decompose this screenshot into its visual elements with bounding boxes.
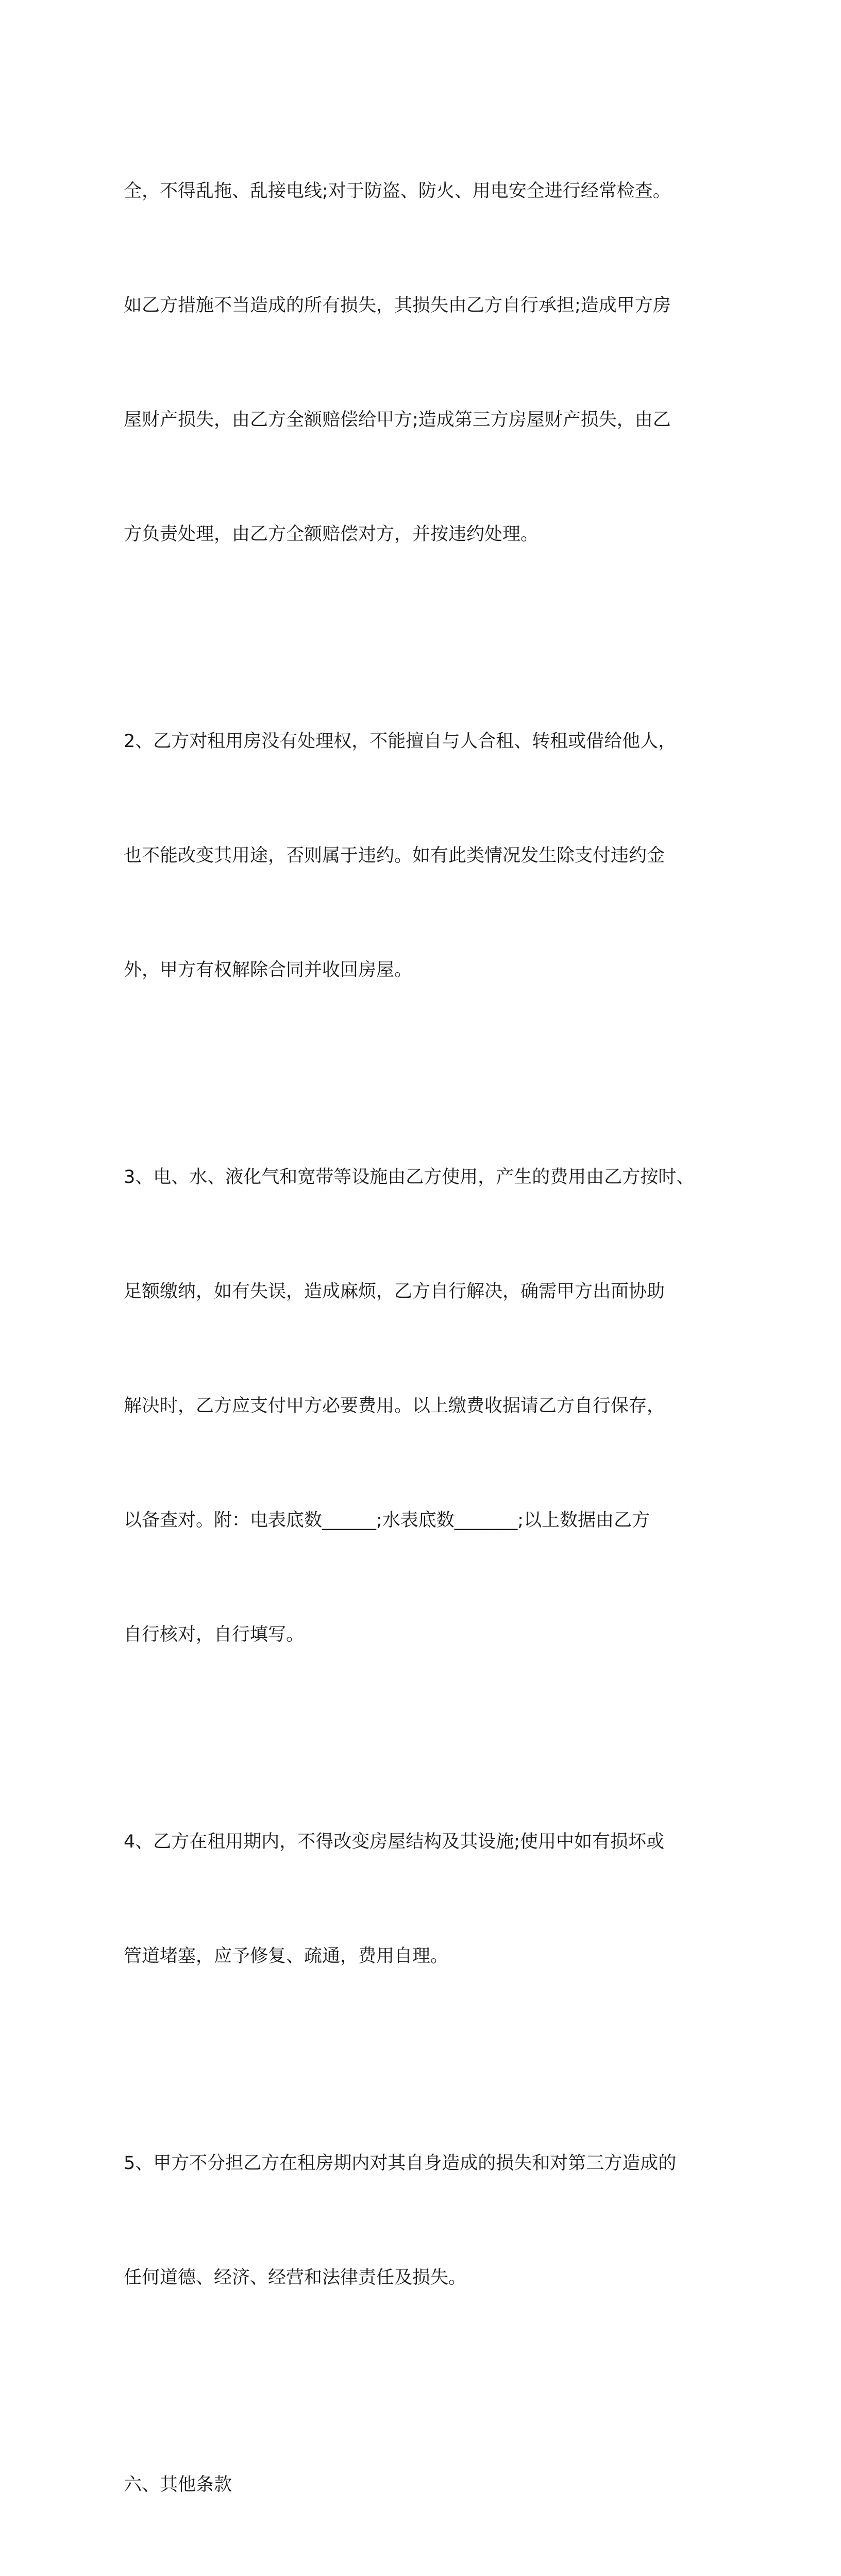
text-line: 管道堵塞，应予修复、疏通，费用自理。 bbox=[124, 1946, 449, 1967]
paragraph-clause-4 bbox=[124, 1747, 721, 2052]
heading-line: 六、其他条款 bbox=[124, 2475, 232, 2495]
text-line: 自行核对，自行填写。 bbox=[124, 1624, 305, 1645]
text-line: 也不能改变其用途，否则属于违约。如有此类情况发生除支付违约金 bbox=[124, 845, 665, 866]
text-line: 足额缴纳，如有失误，造成麻烦，乙方自行解决，确需甲方出面协助 bbox=[124, 1281, 665, 1302]
paragraph-gap bbox=[124, 1065, 721, 1082]
text-line: 3、电、水、液化气和宽带等设施由乙方使用，产生的费用由乙方按时、 bbox=[124, 1167, 695, 1188]
paragraph-clause-2 bbox=[124, 646, 721, 1065]
text-line: 任何道德、经济、经营和法律责任及损失。 bbox=[124, 2267, 467, 2288]
paragraph-gap bbox=[124, 2052, 721, 2068]
text-line: 全，不得乱拖、乱接电线;对于防盗、防火、用电安全进行经常检查。 bbox=[124, 181, 671, 201]
paragraph-gap bbox=[124, 630, 721, 646]
text-line: 如乙方措施不当造成的所有损失，其损失由乙方自行承担;造成甲方房 bbox=[124, 295, 671, 316]
section-heading-other-terms bbox=[124, 2389, 721, 2576]
paragraph-gap bbox=[124, 2373, 721, 2389]
text-line: 外，甲方有权解除合同并收回房屋。 bbox=[124, 960, 413, 980]
text-line: 方负责处理，由乙方全额赔偿对方，并按违约处理。 bbox=[124, 524, 539, 545]
paragraph-clause-3 bbox=[124, 1082, 721, 1730]
paragraph-safety-liability bbox=[124, 96, 721, 630]
document-body bbox=[124, 96, 721, 2576]
text-line: 解决时，乙方应支付甲方必要费用。以上缴费收据请乙方自行保存， bbox=[124, 1396, 665, 1416]
text-line: 屋财产损失，由乙方全额赔偿给甲方;造成第三方房屋财产损失，由乙 bbox=[124, 410, 671, 430]
paragraph-clause-5 bbox=[124, 2068, 721, 2373]
text-line: 4、乙方在租用期内，不得改变房屋结构及其设施;使用中如有损坏或 bbox=[124, 1832, 665, 1852]
text-line: 以备查对。附：电表底数______;水表底数_______;以上数据由乙方 bbox=[124, 1510, 650, 1531]
text-line: 2、乙方对租用房没有处理权，不能擅自与人合租、转租或借给他人， bbox=[124, 731, 677, 752]
text-line: 5、甲方不分担乙方在租房期内对其自身造成的损失和对第三方造成的 bbox=[124, 2153, 677, 2174]
paragraph-gap bbox=[124, 1730, 721, 1747]
